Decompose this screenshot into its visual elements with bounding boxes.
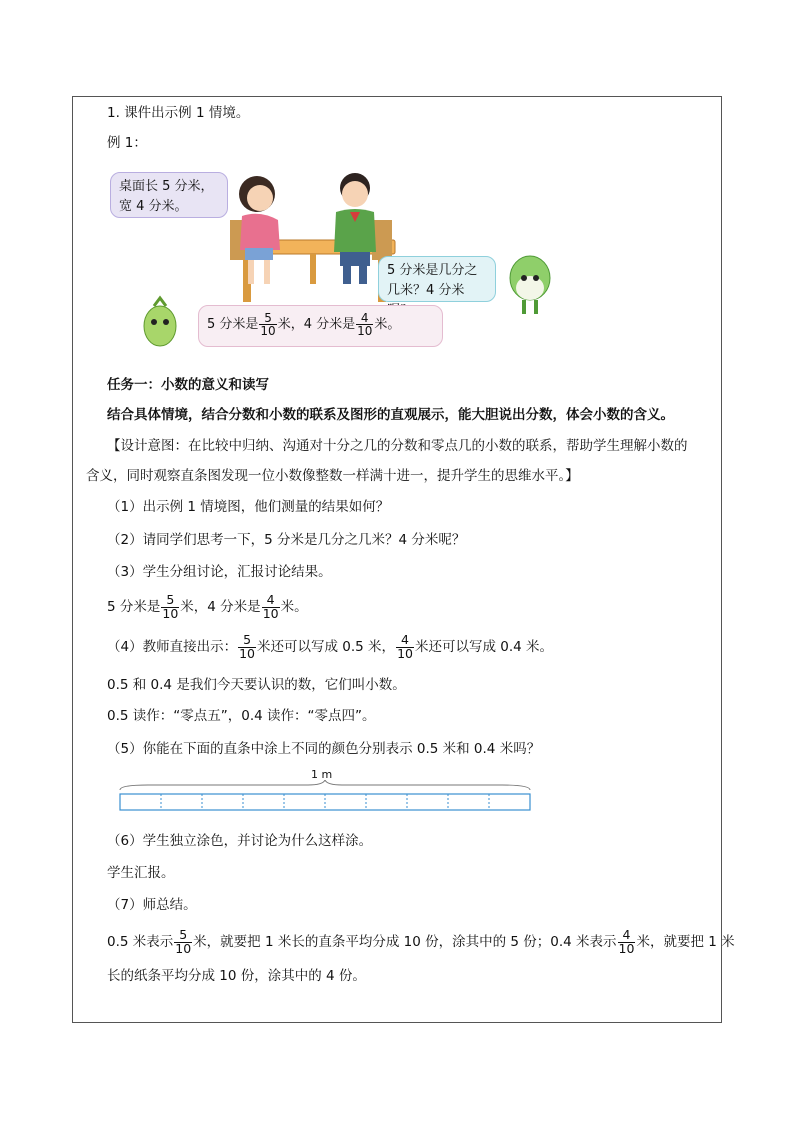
fraction-five-tenths — [238, 634, 256, 660]
bubble-text: 5 分米是 — [207, 317, 259, 332]
step-7-text: （7）师总结。 — [107, 897, 197, 913]
task-goal: 结合具体情境，结合分数和小数的联系及图形的直观展示，能大胆说出分数，体会小数的含义。 — [107, 407, 674, 423]
cabbage-mascot — [510, 256, 550, 314]
summary-line-2: 长的纸条平均分成 10 份，涂其中的 4 份。 — [107, 968, 366, 984]
design-intent-line-2: 含义，同时观察直条图发现一位小数像整数一样满十进一，提升学生的思维水平。】 — [86, 468, 579, 484]
denominator: 10 — [397, 645, 413, 661]
numerator: 4 — [360, 311, 369, 325]
text-segment: 0.5 米表示 — [107, 934, 174, 950]
bubble-text: 米，4 分米是 — [277, 317, 356, 332]
text-segment: 米，4 分米是 — [180, 599, 261, 615]
denominator: 10 — [357, 324, 373, 338]
numerator: 5 — [243, 632, 252, 647]
denominator: 10 — [162, 605, 179, 621]
task-title: 任务一：小数的意义和读写 — [107, 377, 269, 393]
numerator: 4 — [401, 632, 409, 647]
bubble-text: 5 分米是几分之 — [387, 263, 478, 278]
denominator: 10 — [175, 940, 192, 956]
decimal-reading: 0.5 读作：“零点五”，0.4 读作：“零点四”。 — [107, 708, 376, 724]
fraction-four-tenths — [618, 929, 636, 955]
text-segment: 米。 — [280, 599, 308, 615]
step-6-text: （6）学生独立涂色，并讨论为什么这样涂。 — [107, 833, 373, 849]
pepper-mascot — [144, 298, 176, 346]
fraction-statement — [107, 594, 308, 620]
bubble-text: 宽 4 分米。 — [119, 199, 188, 214]
boy-speech-bubble — [378, 256, 496, 302]
students-report: 学生汇报。 — [107, 865, 175, 881]
ruler-brace — [120, 780, 530, 790]
girl-figure — [230, 176, 280, 284]
text-segment: （4）教师直接出示： — [107, 639, 238, 655]
bubble-text: 几米？4 分米 — [387, 283, 465, 298]
meter-strip — [118, 780, 534, 814]
fraction-four-tenths — [262, 594, 280, 620]
step-1-text: （1）出示例 1 情境图，他们测量的结果如何？ — [107, 499, 390, 515]
step-4-text — [107, 634, 553, 660]
step-3-text: （3）学生分组讨论，汇报讨论结果。 — [107, 564, 332, 580]
fraction-four-tenths — [396, 634, 414, 660]
step-5-text: （5）你能在下面的直条中涂上不同的颜色分别表示 0.5 米和 0.4 米吗？ — [107, 741, 541, 757]
step-1-heading: 1. 课件出示例 1 情境。 — [107, 105, 250, 121]
decimal-intro: 0.5 和 0.4 是我们今天要认识的数，它们叫小数。 — [107, 677, 406, 693]
text-segment: 5 分米是 — [107, 599, 161, 615]
numerator: 5 — [264, 311, 272, 325]
design-intent-line-1: 【设计意图：在比较中归纳、沟通对十分之几的分数和零点几的小数的联系，帮助学生理解小数的 — [107, 438, 688, 454]
numerator: 5 — [179, 927, 188, 942]
denominator: 10 — [618, 940, 635, 956]
text-segment: 米，就要把 1 米长的直条平均分成 10 份，涂其中的 5 份；0.4 米表示 — [193, 934, 617, 950]
answer-speech-bubble — [198, 305, 443, 347]
text-segment: 米还可以写成 0.5 米， — [257, 639, 396, 655]
example-label: 例 1： — [107, 135, 147, 151]
denominator: 10 — [239, 645, 255, 661]
denominator: 10 — [262, 605, 279, 621]
fraction-five-tenths — [174, 929, 192, 955]
summary-line-1 — [107, 929, 735, 955]
text-segment: 米还可以写成 0.4 米。 — [414, 639, 554, 655]
fraction-five-tenths — [161, 594, 179, 620]
ruler-length-label: 1 m — [311, 768, 333, 781]
fraction-four-tenths — [356, 312, 373, 337]
denominator: 10 — [260, 324, 276, 338]
girl-speech-bubble — [110, 172, 228, 218]
fraction-five-tenths — [259, 312, 276, 337]
text-segment: 米，就要把 1 米 — [636, 934, 735, 950]
bubble-text: 桌面长 5 分米， — [119, 179, 214, 194]
numerator: 4 — [622, 927, 631, 942]
numerator: 4 — [266, 592, 275, 607]
step-2-text: （2）请同学们思考一下，5 分米是几分之几米？4 分米呢？ — [107, 532, 466, 548]
bubble-text: 米。 — [374, 317, 401, 332]
numerator: 5 — [166, 592, 175, 607]
